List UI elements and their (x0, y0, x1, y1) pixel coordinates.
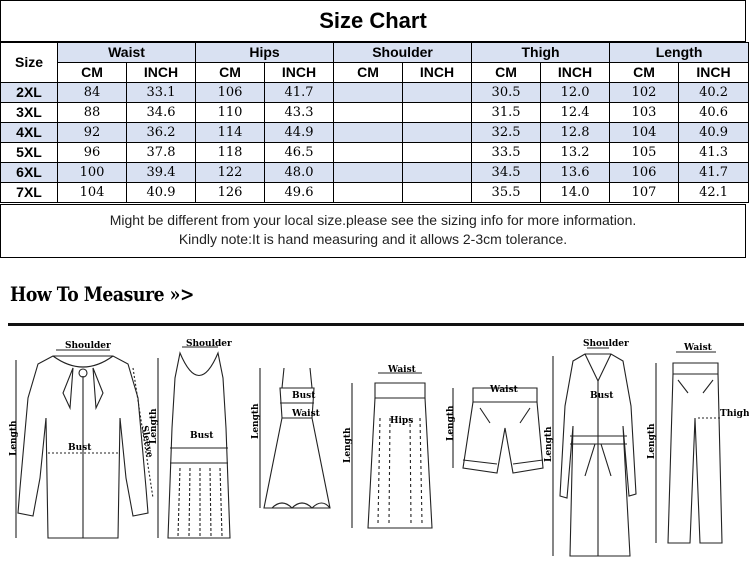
size-column-header: Size (1, 43, 58, 83)
table-cell: 104 (610, 123, 679, 143)
hips-label: Hips (390, 416, 414, 426)
unit-header-inch: INCH (541, 63, 610, 83)
sizing-notes (0, 204, 746, 258)
table-cell (334, 103, 403, 123)
size-cell: 5XL (1, 143, 58, 163)
table-cell: 40.6 (679, 103, 749, 123)
table-cell: 41.3 (679, 143, 749, 163)
bust-label: Bust (292, 391, 316, 401)
table-cell (403, 103, 472, 123)
thigh-label: Thigh (720, 409, 749, 419)
section-divider (8, 323, 744, 326)
table-cell: 48.0 (265, 163, 334, 183)
waist-label: Waist (684, 343, 712, 353)
table-cell: 100 (58, 163, 127, 183)
size-cell: 4XL (1, 123, 58, 143)
length-label: Length (149, 408, 159, 444)
table-row (1, 163, 749, 183)
bust-label: Bust (68, 443, 92, 453)
trench-coat-diagram (545, 336, 640, 571)
table-cell: 46.5 (265, 143, 334, 163)
length-label: Length (446, 405, 456, 441)
unit-header-cm: CM (58, 63, 127, 83)
table-cell: 36.2 (127, 123, 196, 143)
table-cell (334, 183, 403, 203)
table-cell: 40.9 (127, 183, 196, 203)
table-cell (334, 123, 403, 143)
table-cell: 35.5 (472, 183, 541, 203)
table-cell: 104 (58, 183, 127, 203)
table-cell: 41.7 (679, 163, 749, 183)
unit-header-cm: CM (472, 63, 541, 83)
waist-label: Waist (388, 365, 416, 375)
table-cell: 31.5 (472, 103, 541, 123)
how-to-measure-heading: How To Measure (10, 282, 165, 306)
size-table (0, 42, 749, 203)
table-cell (403, 83, 472, 103)
table-cell: 92 (58, 123, 127, 143)
note-line-2: Kindly note:It is hand measuring and it allows 2-3cm tolerance. (178, 231, 568, 247)
table-row (1, 83, 749, 103)
size-cell: 7XL (1, 183, 58, 203)
table-cell: 49.6 (265, 183, 334, 203)
table-cell: 30.5 (472, 83, 541, 103)
table-cell (334, 143, 403, 163)
chart-title: Size Chart (0, 0, 746, 42)
table-cell: 114 (196, 123, 265, 143)
unit-header-cm: CM (610, 63, 679, 83)
unit-header-cm: CM (196, 63, 265, 83)
table-cell: 126 (196, 183, 265, 203)
waist-label: Waist (490, 385, 518, 395)
unit-header-inch: INCH (403, 63, 472, 83)
sleeve-label: Sleeve (138, 424, 155, 459)
table-cell: 14.0 (541, 183, 610, 203)
table-cell (334, 163, 403, 183)
size-cell: 3XL (1, 103, 58, 123)
table-cell: 12.0 (541, 83, 610, 103)
size-cell: 2XL (1, 83, 58, 103)
table-row (1, 183, 749, 203)
table-cell: 39.4 (127, 163, 196, 183)
table-cell: 44.9 (265, 123, 334, 143)
table-cell (403, 163, 472, 183)
group-header-thigh: Thigh (472, 43, 610, 63)
table-cell (403, 143, 472, 163)
unit-header-inch: INCH (265, 63, 334, 83)
size-cell: 6XL (1, 163, 58, 183)
table-cell: 84 (58, 83, 127, 103)
table-cell: 43.3 (265, 103, 334, 123)
trousers-diagram (647, 338, 749, 568)
strap-dress-diagram (252, 358, 332, 568)
length-label: Length (251, 403, 261, 439)
table-row (1, 103, 749, 123)
table-cell: 34.6 (127, 103, 196, 123)
table-cell: 40.9 (679, 123, 749, 143)
shoulder-label: Shoulder (65, 341, 111, 351)
table-row (1, 123, 749, 143)
length-label: Length (9, 420, 19, 456)
table-cell: 42.1 (679, 183, 749, 203)
table-cell: 12.8 (541, 123, 610, 143)
triple-arrow-icon: »> (169, 282, 194, 306)
length-label: Length (343, 427, 353, 463)
group-header-length: Length (610, 43, 749, 63)
table-cell: 110 (196, 103, 265, 123)
table-cell: 107 (610, 183, 679, 203)
table-cell: 40.2 (679, 83, 749, 103)
how-to-measure-section (0, 258, 747, 576)
table-row (1, 143, 749, 163)
group-header-hips: Hips (196, 43, 334, 63)
table-cell: 33.5 (472, 143, 541, 163)
table-cell: 12.4 (541, 103, 610, 123)
unit-header-cm: CM (334, 63, 403, 83)
table-cell: 34.5 (472, 163, 541, 183)
table-cell: 102 (610, 83, 679, 103)
waist-label: Waist (292, 409, 320, 419)
unit-header-inch: INCH (127, 63, 196, 83)
camisole-diagram (150, 338, 245, 563)
shorts-diagram (445, 368, 545, 498)
length-label: Length (647, 423, 657, 459)
table-cell: 37.8 (127, 143, 196, 163)
table-cell: 32.5 (472, 123, 541, 143)
how-to-measure-title (10, 282, 194, 306)
length-label: Length (544, 426, 554, 462)
group-header-shoulder: Shoulder (334, 43, 472, 63)
table-cell: 118 (196, 143, 265, 163)
group-header-waist: Waist (58, 43, 196, 63)
table-cell: 13.6 (541, 163, 610, 183)
skirt-diagram (340, 358, 435, 563)
bust-label: Bust (590, 391, 614, 401)
table-cell: 105 (610, 143, 679, 163)
table-cell: 96 (58, 143, 127, 163)
table-cell (334, 83, 403, 103)
bust-label: Bust (190, 431, 214, 441)
table-cell (403, 183, 472, 203)
unit-header-inch: INCH (679, 63, 749, 83)
note-line-1: Might be different from your local size.please see the sizing info for more information. (109, 212, 637, 228)
blouse-diagram (8, 338, 158, 563)
table-cell: 106 (610, 163, 679, 183)
table-cell: 13.2 (541, 143, 610, 163)
table-cell: 88 (58, 103, 127, 123)
table-cell: 122 (196, 163, 265, 183)
table-cell: 106 (196, 83, 265, 103)
table-cell: 103 (610, 103, 679, 123)
table-cell: 33.1 (127, 83, 196, 103)
shoulder-label: Shoulder (186, 339, 232, 349)
shoulder-label: Shoulder (583, 339, 629, 349)
table-cell (403, 123, 472, 143)
table-cell: 41.7 (265, 83, 334, 103)
